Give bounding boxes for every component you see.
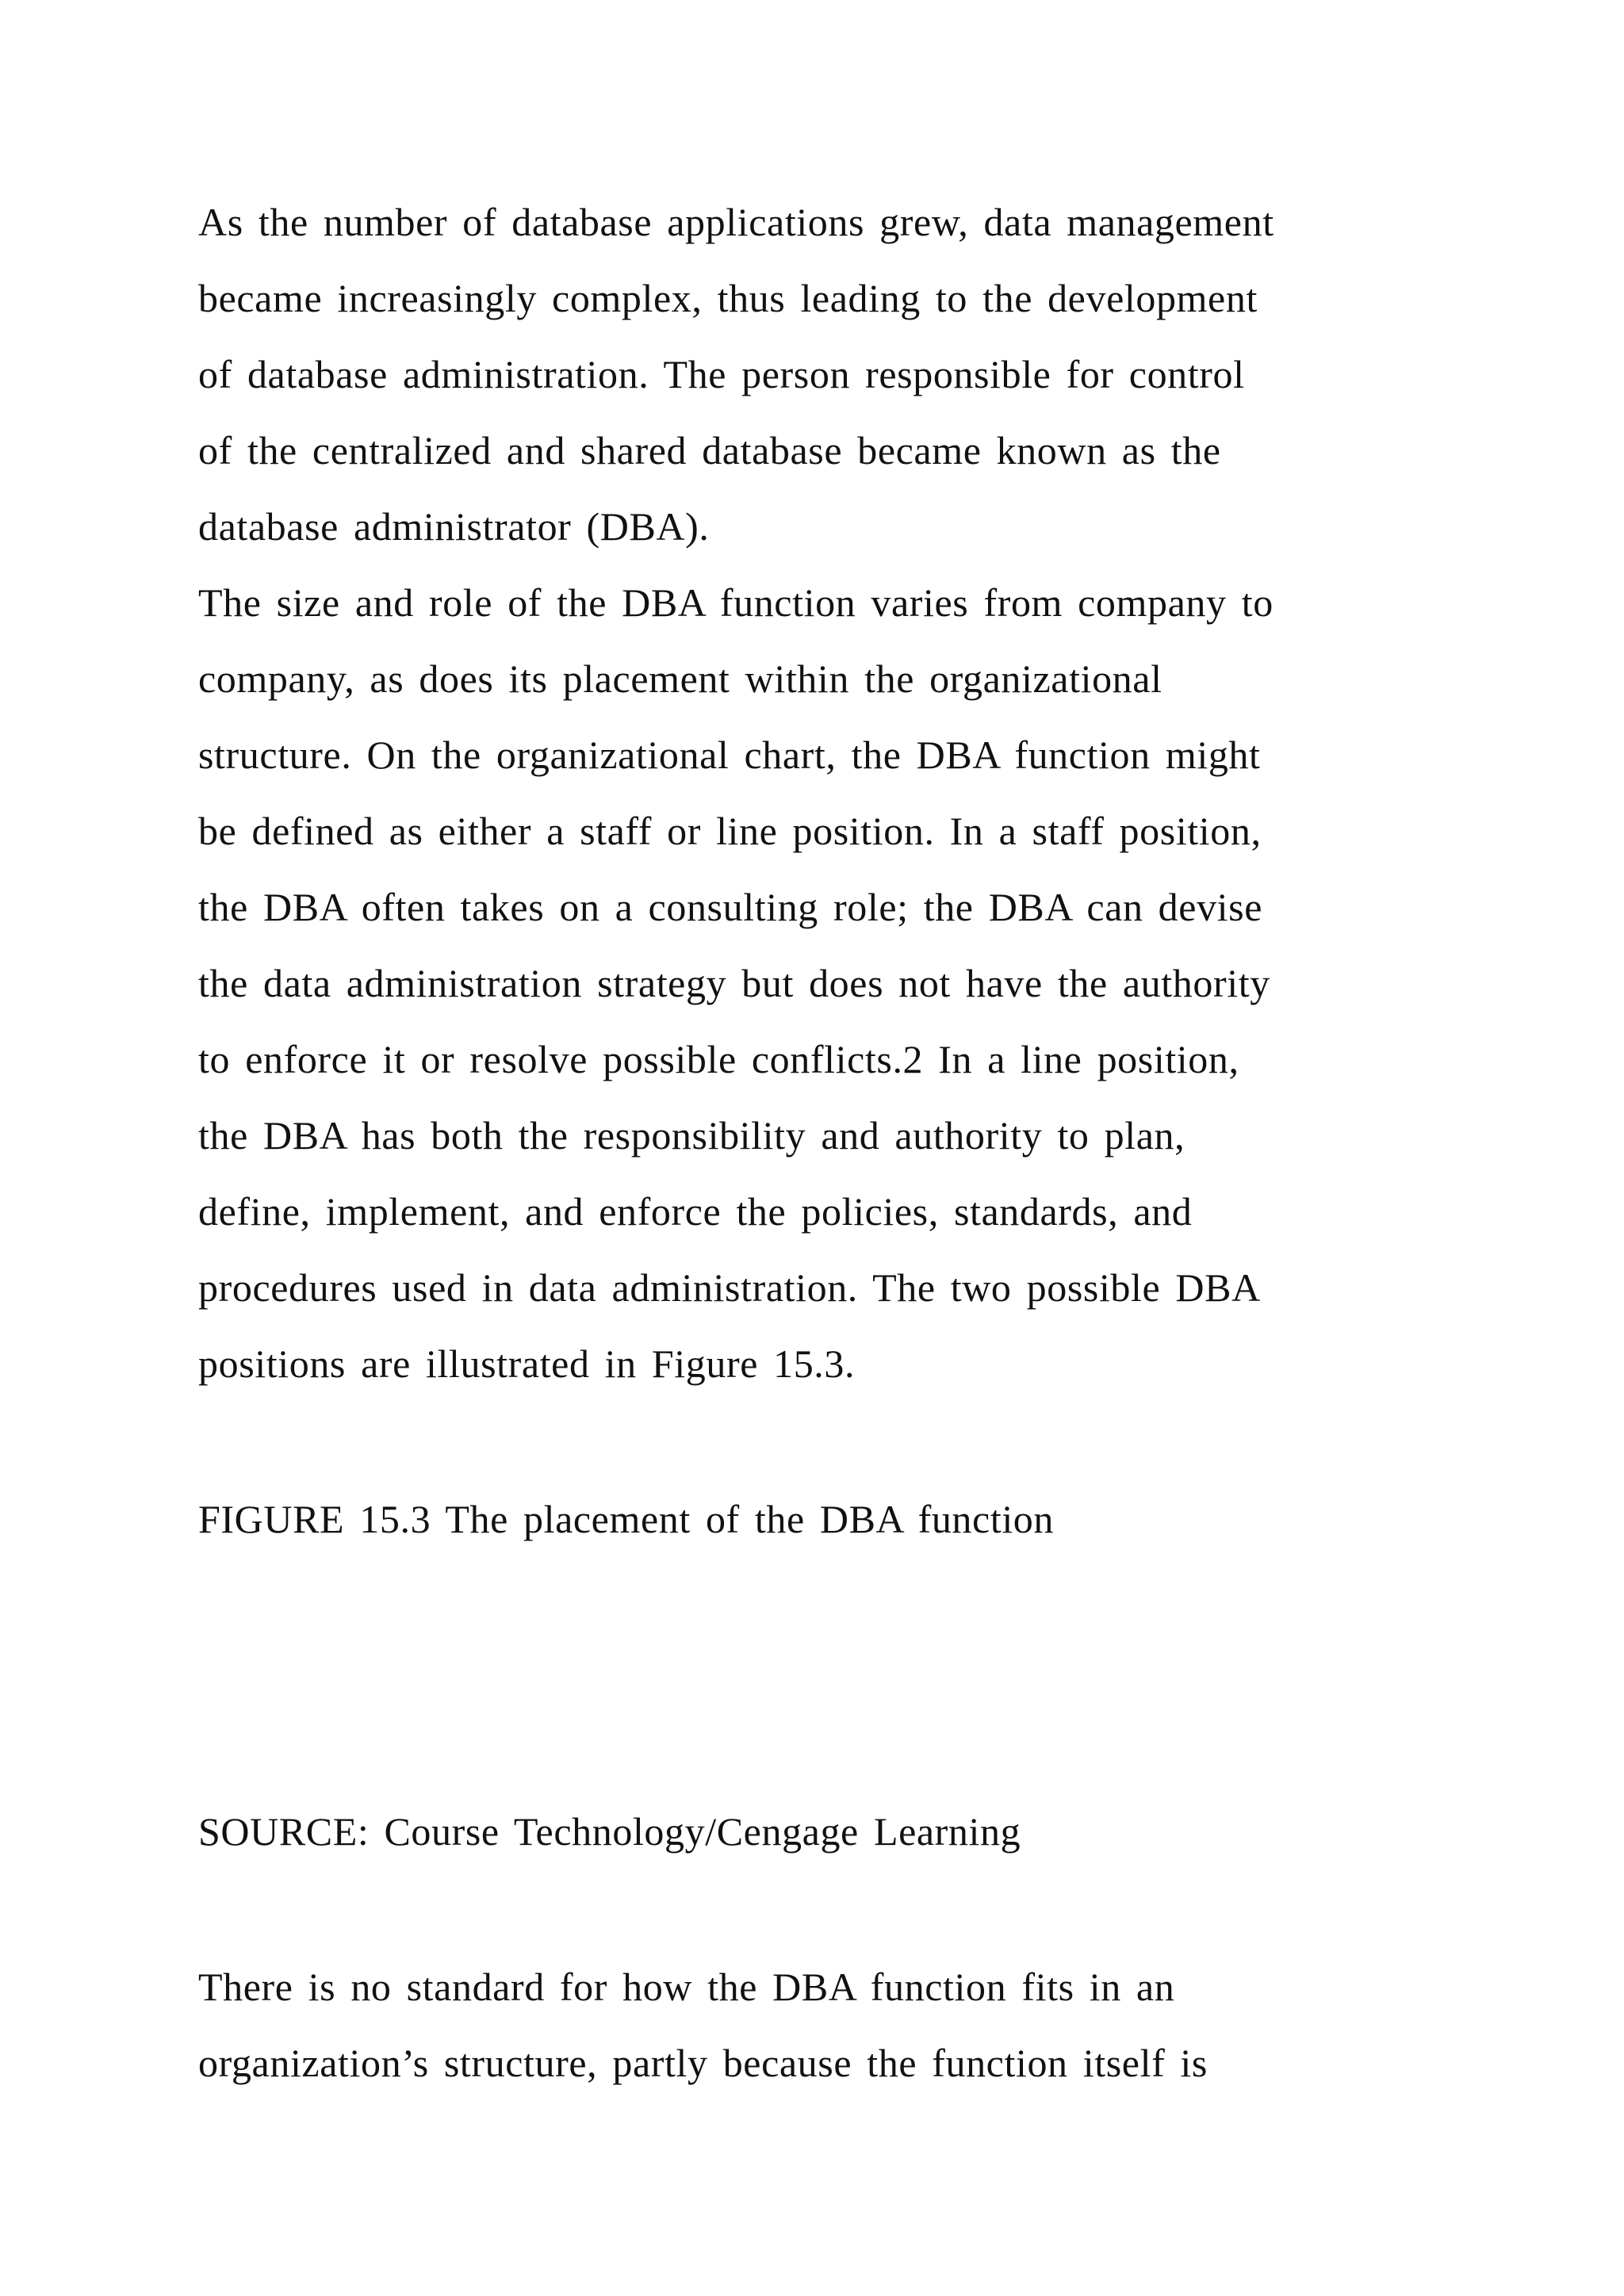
figure-caption: FIGURE 15.3 The placement of the DBA function xyxy=(198,1497,1055,1541)
figure-caption-block xyxy=(198,1481,1451,1557)
source-line: SOURCE: Course Technology/Cengage Learning xyxy=(198,1809,1021,1854)
paragraph-1-line: database administrator (DBA). xyxy=(198,504,710,549)
paragraph-3-line: There is no standard for how the DBA function fits in an xyxy=(198,1965,1175,2009)
paragraph-3-block xyxy=(198,1949,1451,2101)
paragraph-2-line: the DBA often takes on a consulting role; the DBA can devise xyxy=(198,885,1263,929)
paragraph-2-line: The size and role of the DBA function varies from company to xyxy=(198,580,1274,625)
paragraph-2-line: the data administration strategy but does not have the authority xyxy=(198,961,1270,1005)
paragraph-1-line: of the centralized and shared database became known as the xyxy=(198,428,1221,473)
source-block xyxy=(198,1793,1451,1869)
paragraph-1-line: became increasingly complex, thus leading to the development xyxy=(198,276,1258,320)
paragraph-1-line: As the number of database applications grew, data management xyxy=(198,200,1274,244)
paragraph-2-line: define, implement, and enforce the policies, standards, and xyxy=(198,1189,1193,1234)
paragraph-2-line: structure. On the organizational chart, the DBA function might xyxy=(198,733,1261,777)
paragraph-2-line: procedures used in data administration. The two possible DBA xyxy=(198,1265,1261,1310)
paragraph-3-line: organization’s structure, partly because the function itself is xyxy=(198,2041,1208,2085)
paragraph-2-line: the DBA has both the responsibility and authority to plan, xyxy=(198,1113,1185,1158)
paragraph-2-line: to enforce it or resolve possible conflicts.2 In a line position, xyxy=(198,1037,1239,1081)
paragraph-2-line: be defined as either a staff or line position. In a staff position, xyxy=(198,809,1262,853)
body-text-block xyxy=(198,184,1451,1402)
paragraph-2-line: positions are illustrated in Figure 15.3. xyxy=(198,1341,856,1386)
paragraph-2-line: company, as does its placement within the organizational xyxy=(198,656,1162,701)
paragraph-1-line: of database administration. The person responsible for control xyxy=(198,352,1245,396)
